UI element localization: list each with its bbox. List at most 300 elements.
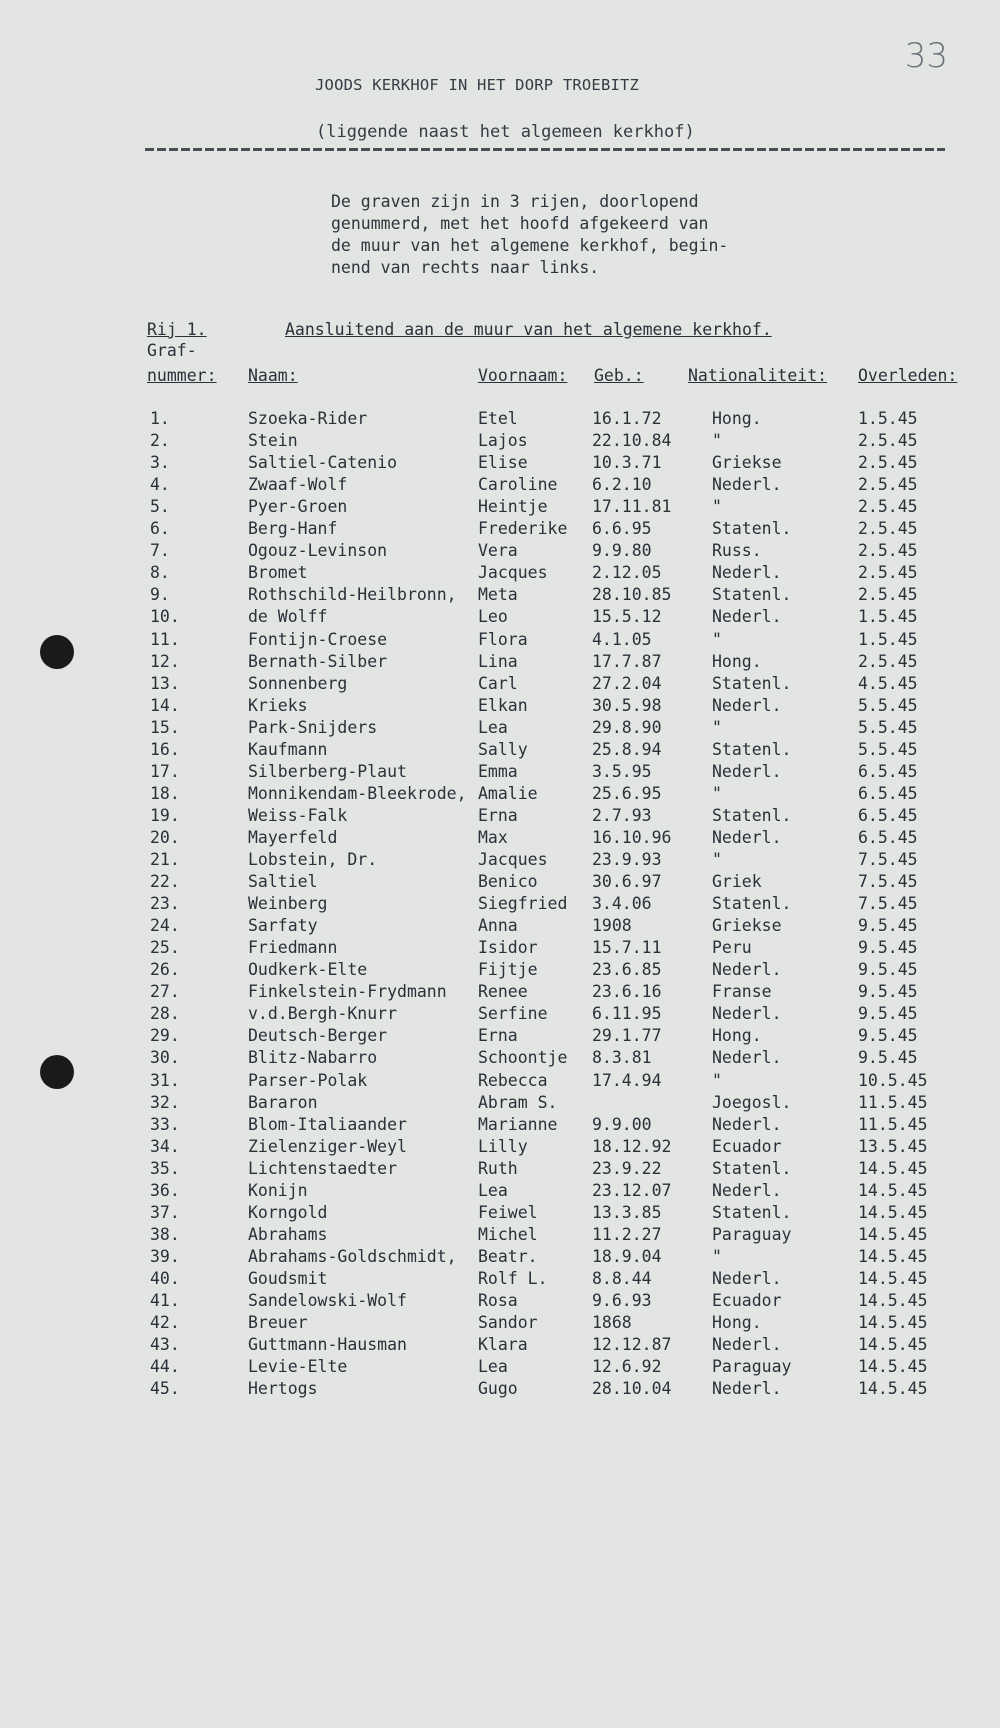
birth-date-cell: 3.5.95 — [592, 761, 652, 781]
birth-date-cell: 8.8.44 — [592, 1268, 652, 1288]
punch-hole — [40, 1055, 74, 1089]
death-date-cell: 9.5.45 — [858, 1048, 918, 1068]
surname-cell: Weiss-Falk — [248, 805, 348, 825]
nationality-cell: Nederl. — [712, 827, 782, 847]
surname-cell: de Wolff — [248, 607, 328, 627]
grave-number-cell: 23. — [150, 894, 180, 914]
first-name-cell: Lea — [478, 717, 508, 737]
surname-cell: Goudsmit — [248, 1268, 328, 1288]
table-row — [0, 1158, 1000, 1180]
first-name-cell: Klara — [478, 1335, 528, 1355]
nationality-cell: Nederl. — [712, 1114, 782, 1134]
surname-cell: Abrahams — [248, 1224, 328, 1244]
death-date-cell: 11.5.45 — [858, 1114, 928, 1134]
birth-date-cell: 28.10.85 — [592, 585, 672, 605]
first-name-cell: Etel — [478, 409, 518, 428]
header-nummer: nummer: — [147, 366, 217, 385]
grave-number-cell: 12. — [150, 651, 180, 671]
surname-cell: Bararon — [248, 1092, 318, 1112]
surname-cell: Konijn — [248, 1180, 308, 1200]
death-date-cell: 11.5.45 — [858, 1092, 928, 1112]
first-name-cell: Jacques — [478, 563, 548, 583]
surname-cell: Sonnenberg — [248, 673, 348, 693]
death-date-cell: 7.5.45 — [858, 872, 918, 892]
nationality-cell: " — [712, 850, 722, 869]
surname-cell: Saltiel-Catenio — [248, 453, 398, 473]
surname-cell: Krieks — [248, 695, 308, 715]
grave-number-cell: 31. — [150, 1070, 180, 1090]
grave-number-cell: 16. — [150, 739, 180, 759]
first-name-cell: Caroline — [478, 475, 558, 495]
grave-number-cell: 29. — [150, 1026, 180, 1046]
table-row — [0, 893, 1000, 915]
surname-cell: Sandelowski-Wolf — [248, 1291, 407, 1310]
table-row — [0, 1246, 1000, 1268]
table-row — [0, 629, 1000, 651]
birth-date-cell: 1868 — [592, 1313, 632, 1333]
surname-cell: Ogouz-Levinson — [248, 541, 388, 561]
surname-cell: Abrahams-Goldschmidt, — [248, 1246, 457, 1266]
nationality-cell: Nederl. — [712, 695, 782, 715]
first-name-cell: Rebecca — [478, 1070, 548, 1090]
table-row — [0, 1224, 1000, 1246]
birth-date-cell: 3.4.06 — [592, 894, 652, 914]
table-row — [0, 673, 1000, 695]
death-date-cell: 9.5.45 — [858, 938, 918, 958]
table-row — [0, 1180, 1000, 1202]
first-name-cell: Carl — [478, 673, 518, 693]
grave-number-cell: 37. — [150, 1202, 180, 1222]
nationality-cell: Statenl. — [712, 805, 792, 825]
grave-number-cell: 10. — [150, 607, 180, 627]
surname-cell: Lobstein, Dr. — [248, 850, 378, 869]
nationality-cell: Hong. — [712, 1026, 762, 1046]
surname-cell: Weinberg — [248, 894, 328, 914]
surname-cell: Berg-Hanf — [248, 519, 338, 539]
death-date-cell: 2.5.45 — [858, 541, 918, 561]
first-name-cell: Marianne — [478, 1114, 558, 1134]
birth-date-cell: 23.6.85 — [592, 960, 662, 980]
table-row — [0, 695, 1000, 717]
grave-number-cell: 30. — [150, 1048, 180, 1068]
surname-cell: Zwaaf-Wolf — [248, 475, 348, 495]
nationality-cell: " — [712, 497, 722, 517]
first-name-cell: Benico — [478, 872, 538, 892]
table-row — [0, 1003, 1000, 1025]
birth-date-cell: 17.7.87 — [592, 651, 662, 671]
surname-cell: Szoeka-Rider — [248, 409, 368, 428]
nationality-cell: Griek — [712, 872, 762, 892]
table-row — [0, 540, 1000, 562]
table-row — [0, 518, 1000, 540]
first-name-cell: Abram S. — [478, 1092, 558, 1112]
first-name-cell: Erna — [478, 805, 518, 825]
grave-number-cell: 21. — [150, 850, 180, 869]
grave-number-cell: 9. — [150, 585, 170, 605]
birth-date-cell: 29.1.77 — [592, 1026, 662, 1046]
nationality-cell: Nederl. — [712, 761, 782, 781]
grave-number-cell: 8. — [150, 563, 170, 583]
birth-date-cell: 28.10.04 — [592, 1379, 672, 1399]
table-row — [0, 849, 1000, 871]
death-date-cell: 6.5.45 — [858, 805, 918, 825]
death-date-cell: 2.5.45 — [858, 453, 918, 473]
nationality-cell: " — [712, 783, 722, 803]
first-name-cell: Frederike — [478, 519, 568, 539]
surname-cell: Friedmann — [248, 938, 338, 958]
death-date-cell: 9.5.45 — [858, 916, 918, 936]
table-row — [0, 1334, 1000, 1356]
death-date-cell: 14.5.45 — [858, 1313, 928, 1333]
nationality-cell: Russ. — [712, 541, 762, 561]
surname-cell: Sarfaty — [248, 916, 318, 936]
first-name-cell: Jacques — [478, 850, 548, 869]
first-name-cell: Fijtje — [478, 960, 538, 980]
intro-line: de muur van het algemene kerkhof, begin- — [331, 236, 729, 255]
first-name-cell: Schoontje — [478, 1048, 568, 1068]
death-date-cell: 10.5.45 — [858, 1070, 928, 1090]
death-date-cell: 5.5.45 — [858, 739, 918, 759]
nationality-cell: Statenl. — [712, 585, 792, 605]
birth-date-cell: 11.2.27 — [592, 1224, 662, 1244]
document-subtitle: (liggende naast het algemeen kerkhof) — [316, 122, 695, 142]
nationality-cell: Joegosl. — [712, 1092, 792, 1112]
grave-number-cell: 4. — [150, 475, 170, 495]
grave-number-cell: 15. — [150, 717, 180, 737]
death-date-cell: 14.5.45 — [858, 1357, 928, 1377]
first-name-cell: Lea — [478, 1357, 508, 1377]
birth-date-cell: 12.12.87 — [592, 1335, 672, 1355]
table-row — [0, 1025, 1000, 1047]
birth-date-cell: 25.8.94 — [592, 739, 662, 759]
punch-hole — [40, 635, 74, 669]
birth-date-cell: 22.10.84 — [592, 431, 672, 451]
nationality-cell: Statenl. — [712, 1202, 792, 1222]
surname-cell: Hertogs — [248, 1379, 318, 1399]
table-row — [0, 474, 1000, 496]
first-name-cell: Siegfried — [478, 894, 568, 914]
nationality-cell: Statenl. — [712, 894, 792, 914]
nationality-cell: Nederl. — [712, 563, 782, 583]
nationality-cell: Franse — [712, 982, 772, 1002]
first-name-cell: Isidor — [478, 938, 538, 958]
first-name-cell: Ruth — [478, 1158, 518, 1178]
nationality-cell: Paraguay — [712, 1357, 792, 1377]
surname-cell: Rothschild-Heilbronn, — [248, 585, 457, 605]
table-row — [0, 761, 1000, 783]
grave-number-cell: 26. — [150, 960, 180, 980]
nationality-cell: Nederl. — [712, 607, 782, 627]
surname-cell: Fontijn-Croese — [248, 629, 388, 649]
dashed-divider — [145, 148, 945, 151]
death-date-cell: 6.5.45 — [858, 761, 918, 781]
table-row — [0, 1312, 1000, 1334]
death-date-cell: 7.5.45 — [858, 894, 918, 914]
grave-number-cell: 20. — [150, 827, 180, 847]
birth-date-cell: 4.1.05 — [592, 629, 652, 649]
table-row — [0, 739, 1000, 761]
death-date-cell: 1.5.45 — [858, 409, 918, 428]
first-name-cell: Flora — [478, 629, 528, 649]
grave-number-cell: 18. — [150, 783, 180, 803]
nationality-cell: Nederl. — [712, 1379, 782, 1399]
first-name-cell: Michel — [478, 1224, 538, 1244]
grave-number-cell: 7. — [150, 541, 170, 561]
header-naam: Naam: — [248, 366, 298, 385]
surname-cell: Finkelstein-Frydmann — [248, 982, 447, 1002]
table-row — [0, 1290, 1000, 1312]
birth-date-cell: 29.8.90 — [592, 717, 662, 737]
surname-cell: Korngold — [248, 1202, 328, 1222]
surname-cell: Kaufmann — [248, 739, 328, 759]
surname-cell: Monnikendam-Bleekrode, — [248, 783, 467, 803]
table-row — [0, 981, 1000, 1003]
birth-date-cell: 18.9.04 — [592, 1246, 662, 1266]
table-row — [0, 1114, 1000, 1136]
intro-paragraph — [331, 191, 771, 279]
grave-number-cell: 24. — [150, 916, 180, 936]
death-date-cell: 9.5.45 — [858, 982, 918, 1002]
surname-cell: Lichtenstaedter — [248, 1158, 398, 1178]
birth-date-cell: 8.3.81 — [592, 1048, 652, 1068]
birth-date-cell: 16.10.96 — [592, 827, 672, 847]
first-name-cell: Lajos — [478, 431, 528, 451]
death-date-cell: 14.5.45 — [858, 1246, 928, 1266]
grave-number-cell: 25. — [150, 938, 180, 958]
first-name-cell: Lina — [478, 651, 518, 671]
death-date-cell: 2.5.45 — [858, 475, 918, 495]
table-row — [0, 1092, 1000, 1114]
nationality-cell: " — [712, 1070, 722, 1090]
death-date-cell: 13.5.45 — [858, 1136, 928, 1156]
death-date-cell: 9.5.45 — [858, 1026, 918, 1046]
first-name-cell: Max — [478, 827, 508, 847]
surname-cell: Deutsch-Berger — [248, 1026, 388, 1046]
first-name-cell: Sally — [478, 739, 528, 759]
grave-number-cell: 39. — [150, 1246, 180, 1266]
table-row — [0, 584, 1000, 606]
birth-date-cell: 30.5.98 — [592, 695, 662, 715]
surname-cell: v.d.Bergh-Knurr — [248, 1004, 398, 1024]
surname-cell: Pyer-Groen — [248, 497, 348, 517]
row-label: Rij 1. — [147, 320, 207, 339]
table-row — [0, 430, 1000, 452]
death-date-cell: 1.5.45 — [858, 629, 918, 649]
birth-date-cell: 30.6.97 — [592, 872, 662, 892]
death-date-cell: 14.5.45 — [858, 1379, 928, 1399]
nationality-cell: Nederl. — [712, 475, 782, 495]
grave-number-cell: 27. — [150, 982, 180, 1002]
table-row — [0, 651, 1000, 673]
table-row — [0, 1268, 1000, 1290]
birth-date-cell: 25.6.95 — [592, 783, 662, 803]
birth-date-cell: 1908 — [592, 916, 632, 936]
first-name-cell: Meta — [478, 585, 518, 605]
table-row — [0, 1378, 1000, 1400]
table-row — [0, 1047, 1000, 1069]
surname-cell: Blitz-Nabarro — [248, 1048, 378, 1068]
surname-cell: Saltiel — [248, 872, 318, 892]
nationality-cell: Peru — [712, 938, 752, 958]
grave-number-cell: 2. — [150, 431, 170, 451]
nationality-cell: Statenl. — [712, 1158, 792, 1178]
first-name-cell: Sandor — [478, 1313, 538, 1333]
document-title: JOODS KERKHOF IN HET DORP TROEBITZ — [315, 76, 640, 94]
birth-date-cell: 10.3.71 — [592, 453, 662, 473]
death-date-cell: 14.5.45 — [858, 1268, 928, 1288]
grave-number-cell: 34. — [150, 1136, 180, 1156]
death-date-cell: 6.5.45 — [858, 783, 918, 803]
table-row — [0, 408, 1000, 430]
birth-date-cell: 6.11.95 — [592, 1004, 662, 1024]
death-date-cell: 14.5.45 — [858, 1180, 928, 1200]
grave-number-cell: 40. — [150, 1268, 180, 1288]
header-voornaam: Voornaam: — [478, 366, 568, 385]
birth-date-cell: 2.7.93 — [592, 805, 652, 825]
first-name-cell: Elise — [478, 453, 528, 473]
death-date-cell: 2.5.45 — [858, 519, 918, 539]
grave-number-cell: 28. — [150, 1004, 180, 1024]
birth-date-cell: 15.7.11 — [592, 938, 662, 958]
death-date-cell: 14.5.45 — [858, 1335, 928, 1355]
birth-date-cell: 2.12.05 — [592, 563, 662, 583]
birth-date-cell: 17.11.81 — [592, 497, 672, 517]
grave-number-cell: 42. — [150, 1313, 180, 1333]
table-row — [0, 1070, 1000, 1092]
grave-number-cell: 17. — [150, 761, 180, 781]
death-date-cell: 2.5.45 — [858, 497, 918, 517]
birth-date-cell: 23.9.93 — [592, 850, 662, 869]
birth-date-cell: 23.12.07 — [592, 1180, 672, 1200]
surname-cell: Mayerfeld — [248, 827, 338, 847]
table-row — [0, 959, 1000, 981]
death-date-cell: 6.5.45 — [858, 827, 918, 847]
birth-date-cell: 6.2.10 — [592, 475, 652, 495]
nationality-cell: Griekse — [712, 453, 782, 473]
surname-cell: Park-Snijders — [248, 717, 378, 737]
nationality-cell: " — [712, 1246, 722, 1266]
death-date-cell: 5.5.45 — [858, 695, 918, 715]
header-graf: Graf- — [147, 341, 197, 360]
first-name-cell: Serfine — [478, 1004, 548, 1024]
grave-number-cell: 19. — [150, 805, 180, 825]
table-row — [0, 562, 1000, 584]
table-row — [0, 783, 1000, 805]
death-date-cell: 2.5.45 — [858, 431, 918, 451]
first-name-cell: Beatr. — [478, 1246, 538, 1266]
grave-number-cell: 41. — [150, 1291, 180, 1310]
nationality-cell: Nederl. — [712, 960, 782, 980]
death-date-cell: 5.5.45 — [858, 717, 918, 737]
grave-number-cell: 33. — [150, 1114, 180, 1134]
nationality-cell: Statenl. — [712, 673, 792, 693]
death-date-cell: 1.5.45 — [858, 607, 918, 627]
first-name-cell: Rolf L. — [478, 1268, 548, 1288]
first-name-cell: Emma — [478, 761, 518, 781]
first-name-cell: Amalie — [478, 783, 538, 803]
nationality-cell: Griekse — [712, 916, 782, 936]
table-row — [0, 937, 1000, 959]
surname-cell: Bernath-Silber — [248, 651, 388, 671]
grave-number-cell: 5. — [150, 497, 170, 517]
death-date-cell: 14.5.45 — [858, 1202, 928, 1222]
nationality-cell: Ecuador — [712, 1136, 782, 1156]
intro-line: genummerd, met het hoofd afgekeerd van — [331, 214, 709, 233]
table-row — [0, 827, 1000, 849]
nationality-cell: Statenl. — [712, 519, 792, 539]
table-row — [0, 606, 1000, 628]
death-date-cell: 14.5.45 — [858, 1224, 928, 1244]
grave-number-cell: 1. — [150, 409, 170, 428]
table-row — [0, 1356, 1000, 1378]
nationality-cell: Nederl. — [712, 1004, 782, 1024]
nationality-cell: Ecuador — [712, 1291, 782, 1310]
birth-date-cell: 18.12.92 — [592, 1136, 672, 1156]
nationality-cell: Statenl. — [712, 739, 792, 759]
death-date-cell: 9.5.45 — [858, 960, 918, 980]
nationality-cell: " — [712, 717, 722, 737]
surname-cell: Guttmann-Hausman — [248, 1335, 407, 1355]
nationality-cell: Hong. — [712, 651, 762, 671]
first-name-cell: Erna — [478, 1026, 518, 1046]
death-date-cell: 2.5.45 — [858, 651, 918, 671]
table-row — [0, 496, 1000, 518]
page-number: 33 — [904, 36, 948, 76]
birth-date-cell: 23.9.22 — [592, 1158, 662, 1178]
nationality-cell: " — [712, 629, 722, 649]
nationality-cell: " — [712, 431, 722, 451]
header-overleden: Overleden: — [858, 366, 958, 385]
death-date-cell: 9.5.45 — [858, 1004, 918, 1024]
table-row — [0, 871, 1000, 893]
birth-date-cell: 13.3.85 — [592, 1202, 662, 1222]
header-nationaliteit: Nationaliteit: — [688, 366, 828, 385]
nationality-cell: Hong. — [712, 409, 762, 428]
surname-cell: Parser-Polak — [248, 1070, 368, 1090]
grave-number-cell: 3. — [150, 453, 170, 473]
grave-number-cell: 11. — [150, 629, 180, 649]
table-row — [0, 1136, 1000, 1158]
death-date-cell: 14.5.45 — [858, 1291, 928, 1310]
grave-number-cell: 13. — [150, 673, 180, 693]
surname-cell: Stein — [248, 431, 298, 451]
intro-line: nend van rechts naar links. — [331, 258, 600, 277]
table-row — [0, 915, 1000, 937]
grave-number-cell: 45. — [150, 1379, 180, 1399]
first-name-cell: Feiwel — [478, 1202, 538, 1222]
grave-number-cell: 38. — [150, 1224, 180, 1244]
grave-number-cell: 6. — [150, 519, 170, 539]
birth-date-cell: 12.6.92 — [592, 1357, 662, 1377]
grave-number-cell: 14. — [150, 695, 180, 715]
death-date-cell: 7.5.45 — [858, 850, 918, 869]
first-name-cell: Lilly — [478, 1136, 528, 1156]
birth-date-cell: 6.6.95 — [592, 519, 652, 539]
first-name-cell: Anna — [478, 916, 518, 936]
nationality-cell: Nederl. — [712, 1335, 782, 1355]
nationality-cell: Nederl. — [712, 1180, 782, 1200]
grave-number-cell: 32. — [150, 1092, 180, 1112]
death-date-cell: 2.5.45 — [858, 585, 918, 605]
surname-cell: Levie-Elte — [248, 1357, 348, 1377]
birth-date-cell: 16.1.72 — [592, 409, 662, 428]
table-row — [0, 805, 1000, 827]
surname-cell: Zielenziger-Weyl — [248, 1136, 407, 1156]
birth-date-cell: 9.9.00 — [592, 1114, 652, 1134]
first-name-cell: Vera — [478, 541, 518, 561]
birth-date-cell: 9.6.93 — [592, 1291, 652, 1310]
surname-cell: Breuer — [248, 1313, 308, 1333]
